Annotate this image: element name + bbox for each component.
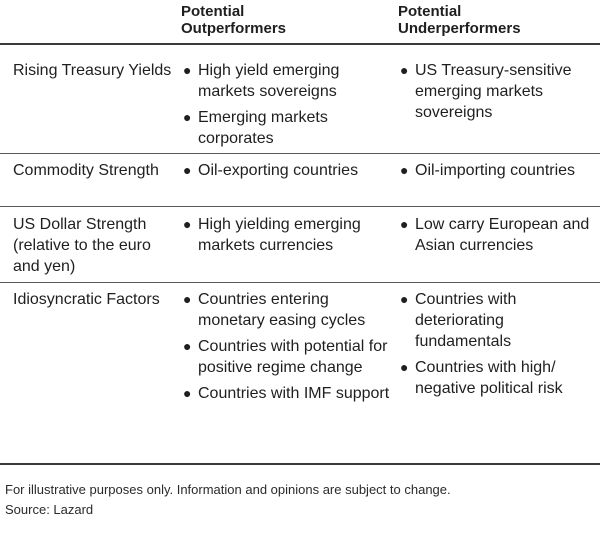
outperformers-cell (181, 214, 391, 256)
underperformers-cell (398, 289, 598, 399)
bullet-icon: ● (400, 216, 409, 232)
underperformers-cell (398, 160, 598, 181)
list-item-text: Countries with deteriorating fundamentals (415, 291, 517, 350)
list-item (398, 289, 598, 352)
bullet-icon: ● (183, 338, 192, 354)
list-item-text: High yield emerging markets sovereigns (198, 62, 340, 100)
factor-label: Idiosyncratic Factors (13, 291, 160, 308)
outperformers-cell (181, 60, 391, 149)
list-item-text: Countries with IMF support (198, 385, 390, 402)
column-header-underperformers (398, 3, 521, 37)
list-item (398, 214, 598, 256)
list-item (181, 60, 391, 102)
column-header-outperformers-line1: Potential (181, 3, 245, 20)
underperformers-cell (398, 60, 598, 123)
list-item (181, 107, 391, 149)
column-header-outperformers (181, 3, 286, 37)
bullet-icon: ● (183, 109, 192, 125)
list-item (181, 214, 391, 256)
bullet-icon: ● (183, 216, 192, 232)
bullet-icon: ● (183, 291, 192, 307)
list-item-text: Oil-importing countries (415, 162, 576, 179)
list-item (398, 160, 598, 181)
list-item-text: Oil-exporting countries (198, 162, 359, 179)
list-item-text: Countries with high/ negative political risk (415, 359, 563, 397)
list-item (398, 60, 598, 123)
disclaimer-text: For illustrative purposes only. Information and opinions are subject to change. (5, 482, 451, 497)
table-bottom-divider (0, 463, 600, 465)
bullet-icon: ● (400, 62, 409, 78)
bullet-icon: ● (400, 162, 409, 178)
row-divider (0, 153, 600, 154)
factor-label: Commodity Strength (13, 162, 159, 179)
outperformers-cell (181, 160, 391, 181)
list-item (181, 383, 391, 404)
bullet-icon: ● (400, 291, 409, 307)
list-item-text: Countries with potential for positive regime change (198, 338, 388, 376)
row-divider (0, 206, 600, 207)
table-header (0, 0, 600, 44)
bullet-icon: ● (400, 359, 409, 375)
list-item (181, 160, 391, 181)
row-divider (0, 282, 600, 283)
bullet-icon: ● (183, 385, 192, 401)
outperformers-cell (181, 289, 391, 404)
list-item-text: Emerging markets corporates (198, 109, 328, 147)
list-item-text: Low carry European and Asian currencies (415, 216, 590, 254)
list-item (181, 336, 391, 378)
column-header-underperformers-line1: Potential (398, 3, 462, 20)
list-item (398, 357, 598, 399)
list-item-text: Countries entering monetary easing cycles (198, 291, 366, 329)
list-item-text: High yielding emerging markets currencies (198, 216, 361, 254)
bullet-icon: ● (183, 162, 192, 178)
bullet-icon: ● (183, 62, 192, 78)
column-header-underperformers-line2: Underperformers (398, 20, 521, 37)
factor-label: US Dollar Strength (relative to the euro and yen) (13, 216, 151, 275)
source-text: Source: Lazard (5, 502, 94, 517)
factor-label: Rising Treasury Yields (13, 62, 172, 79)
list-item (181, 289, 391, 331)
header-divider (0, 43, 600, 45)
column-header-outperformers-line2: Outperformers (181, 20, 287, 37)
list-item-text: US Treasury-sensitive emerging markets sovereigns (415, 62, 572, 121)
underperformers-cell (398, 214, 598, 256)
